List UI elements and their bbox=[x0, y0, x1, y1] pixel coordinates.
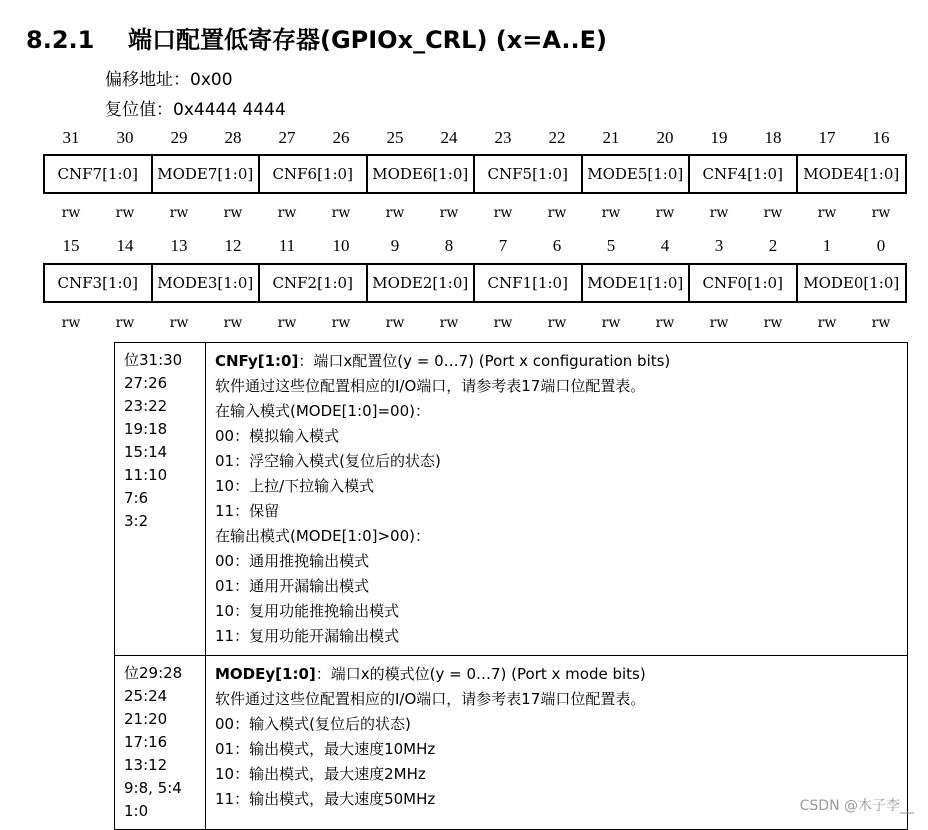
bit-position: 15:14 bbox=[124, 443, 168, 461]
bit-number: 5 bbox=[606, 236, 616, 255]
access-rw: rw bbox=[169, 205, 189, 221]
bit-position: 27:26 bbox=[124, 374, 168, 392]
bit-number: 28 bbox=[224, 128, 242, 147]
cnf-description bbox=[206, 343, 908, 656]
desc-line: 01：输出模式，最大速度10MHz bbox=[215, 740, 436, 758]
upper-bit-numbers bbox=[44, 128, 908, 148]
desc-line: 01：通用开漏输出模式 bbox=[215, 577, 370, 595]
mode-title bbox=[215, 662, 899, 687]
offset-address: 偏移地址：0x00 bbox=[105, 70, 233, 90]
section-heading bbox=[26, 20, 607, 55]
access-rw: rw bbox=[61, 315, 81, 331]
bit-number: 0 bbox=[876, 236, 886, 255]
bit-position: 13:12 bbox=[124, 756, 168, 774]
bit-number: 23 bbox=[494, 128, 512, 147]
access-rw: rw bbox=[601, 205, 621, 221]
bit-number: 9 bbox=[390, 236, 400, 255]
access-rw: rw bbox=[655, 205, 675, 221]
bit-position: 9:8, 5:4 bbox=[124, 779, 182, 797]
bit-description-table bbox=[114, 342, 908, 830]
register-field: CNF6[1:0] bbox=[260, 156, 368, 192]
access-rw: rw bbox=[223, 315, 243, 331]
access-rw: rw bbox=[439, 315, 459, 331]
register-field: MODE2[1:0] bbox=[368, 265, 476, 301]
bit-position: 11:10 bbox=[124, 466, 168, 484]
bit-number: 27 bbox=[278, 128, 296, 147]
register-field: CNF4[1:0] bbox=[690, 156, 798, 192]
reset-value: 复位值：0x4444 4444 bbox=[105, 100, 286, 120]
access-rw: rw bbox=[709, 205, 729, 221]
section-title: 端口配置低寄存器(GPIOx_CRL) (x=A..E) bbox=[128, 26, 607, 54]
bit-number: 31 bbox=[62, 128, 80, 147]
bit-number: 8 bbox=[444, 236, 454, 255]
access-rw: rw bbox=[223, 205, 243, 221]
bit-number: 29 bbox=[170, 128, 188, 147]
desc-line: 00：通用推挽输出模式 bbox=[215, 552, 370, 570]
desc-line: 11：复用功能开漏输出模式 bbox=[215, 627, 400, 645]
access-rw: rw bbox=[331, 205, 351, 221]
bit-position: 7:6 bbox=[124, 489, 149, 507]
register-field: MODE6[1:0] bbox=[368, 156, 476, 192]
bit-position: 21:20 bbox=[124, 710, 168, 728]
access-rw: rw bbox=[763, 315, 783, 331]
access-rw: rw bbox=[547, 315, 567, 331]
register-field: MODE3[1:0] bbox=[153, 265, 261, 301]
bit-number: 2 bbox=[768, 236, 778, 255]
desc-line: 在输出模式(MODE[1:0]>00)： bbox=[215, 527, 430, 545]
mode-row bbox=[115, 656, 908, 830]
register-field: CNF3[1:0] bbox=[45, 265, 153, 301]
bit-position: 1:0 bbox=[124, 802, 149, 820]
access-rw: rw bbox=[385, 315, 405, 331]
register-field: MODE5[1:0] bbox=[583, 156, 691, 192]
register-field: MODE7[1:0] bbox=[153, 156, 261, 192]
access-rw: rw bbox=[277, 315, 297, 331]
bit-number: 6 bbox=[552, 236, 562, 255]
register-field: CNF5[1:0] bbox=[475, 156, 583, 192]
access-rw: rw bbox=[547, 205, 567, 221]
access-rw: rw bbox=[385, 205, 405, 221]
bit-number: 13 bbox=[170, 236, 188, 255]
bit-number: 14 bbox=[116, 236, 134, 255]
bit-number: 22 bbox=[548, 128, 566, 147]
desc-line: 10：输出模式，最大速度2MHz bbox=[215, 765, 426, 783]
cnf-bit-positions bbox=[115, 343, 206, 656]
bit-number: 16 bbox=[872, 128, 890, 147]
desc-line: 10：复用功能推挽输出模式 bbox=[215, 602, 400, 620]
register-field: CNF1[1:0] bbox=[475, 265, 583, 301]
register-field: MODE1[1:0] bbox=[583, 265, 691, 301]
access-rw: rw bbox=[169, 315, 189, 331]
bit-number: 26 bbox=[332, 128, 350, 147]
bit-position: 25:24 bbox=[124, 687, 168, 705]
bit-number: 4 bbox=[660, 236, 670, 255]
access-rw: rw bbox=[709, 315, 729, 331]
access-rw: rw bbox=[277, 205, 297, 221]
bit-position: 17:16 bbox=[124, 733, 168, 751]
cnf-title bbox=[215, 349, 899, 374]
bit-position: 3:2 bbox=[124, 512, 149, 530]
field-name: MODEy[1:0] bbox=[215, 665, 316, 683]
cnf-row bbox=[115, 343, 908, 656]
register-field: CNF7[1:0] bbox=[45, 156, 153, 192]
access-rw: rw bbox=[493, 315, 513, 331]
access-rw: rw bbox=[601, 315, 621, 331]
bit-number: 10 bbox=[332, 236, 350, 255]
desc-line: 00：输入模式(复位后的状态) bbox=[215, 715, 411, 733]
field-name: CNFy[1:0] bbox=[215, 352, 299, 370]
bit-number: 7 bbox=[498, 236, 508, 255]
desc-line: 01：浮空输入模式(复位后的状态) bbox=[215, 452, 441, 470]
bit-number: 11 bbox=[278, 236, 296, 255]
bit-number: 25 bbox=[386, 128, 404, 147]
bit-number: 3 bbox=[714, 236, 724, 255]
upper-access-row bbox=[44, 205, 908, 221]
csdn-watermark: CSDN @木子李__ bbox=[799, 798, 914, 814]
access-rw: rw bbox=[763, 205, 783, 221]
bit-position: 19:18 bbox=[124, 420, 168, 438]
access-rw: rw bbox=[115, 315, 135, 331]
access-rw: rw bbox=[817, 315, 837, 331]
bit-number: 1 bbox=[822, 236, 832, 255]
bit-number: 17 bbox=[818, 128, 836, 147]
access-rw: rw bbox=[115, 205, 135, 221]
desc-line: 11：输出模式，最大速度50MHz bbox=[215, 790, 436, 808]
register-field: CNF0[1:0] bbox=[690, 265, 798, 301]
bit-number: 18 bbox=[764, 128, 782, 147]
bit-number: 30 bbox=[116, 128, 134, 147]
access-rw: rw bbox=[331, 315, 351, 331]
access-rw: rw bbox=[61, 205, 81, 221]
bit-position: 23:22 bbox=[124, 397, 168, 415]
bit-number: 21 bbox=[602, 128, 620, 147]
field-title: ：端口x的模式位(y = 0…7) (Port x mode bits) bbox=[315, 665, 646, 683]
lower-access-row bbox=[44, 315, 908, 331]
field-title: ：端口x配置位(y = 0…7) (Port x configuration bits) bbox=[298, 352, 671, 370]
bit-number: 19 bbox=[710, 128, 728, 147]
access-rw: rw bbox=[655, 315, 675, 331]
register-field: CNF2[1:0] bbox=[260, 265, 368, 301]
register-field: MODE0[1:0] bbox=[803, 274, 900, 292]
bit-position: 位29:28 bbox=[124, 664, 183, 682]
bit-number: 20 bbox=[656, 128, 674, 147]
access-rw: rw bbox=[871, 205, 891, 221]
bit-number: 24 bbox=[440, 128, 458, 147]
desc-line: 11：保留 bbox=[215, 502, 280, 520]
desc-line: 00：模拟输入模式 bbox=[215, 427, 340, 445]
lower-register-fields bbox=[43, 263, 907, 303]
register-field: MODE4[1:0] bbox=[803, 165, 900, 183]
desc-line: 10：上拉/下拉输入模式 bbox=[215, 477, 375, 495]
mode-bit-positions bbox=[115, 656, 206, 830]
bit-position: 位31:30 bbox=[124, 351, 183, 369]
desc-line: 软件通过这些位配置相应的I/O端口，请参考表17端口位配置表。 bbox=[215, 690, 646, 708]
desc-line: 软件通过这些位配置相应的I/O端口，请参考表17端口位配置表。 bbox=[215, 377, 646, 395]
desc-line: 在输入模式(MODE[1:0]=00)： bbox=[215, 402, 430, 420]
lower-bit-numbers bbox=[44, 236, 908, 256]
access-rw: rw bbox=[493, 205, 513, 221]
bit-number: 12 bbox=[224, 236, 242, 255]
access-rw: rw bbox=[871, 315, 891, 331]
access-rw: rw bbox=[817, 205, 837, 221]
upper-register-fields bbox=[43, 154, 907, 194]
section-number: 8.2.1 bbox=[26, 26, 95, 54]
access-rw: rw bbox=[439, 205, 459, 221]
bit-number: 15 bbox=[62, 236, 80, 255]
